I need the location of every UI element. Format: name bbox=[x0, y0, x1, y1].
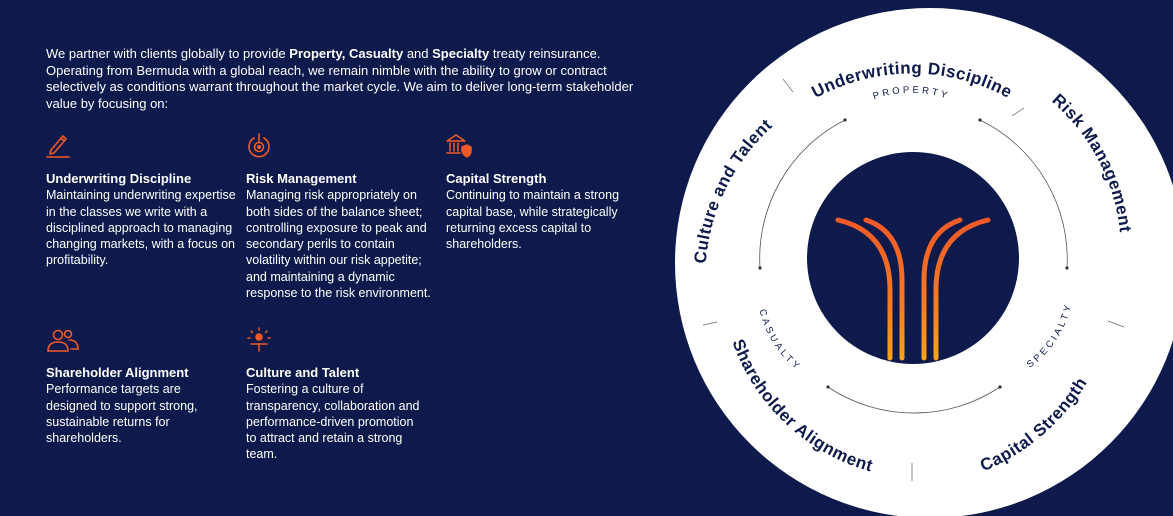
intro-part-2: and bbox=[403, 46, 433, 61]
pillar-title: Risk Management bbox=[246, 171, 357, 186]
people-icon bbox=[46, 327, 72, 353]
wheel-label-capital-strength: Capital Strength bbox=[977, 373, 1091, 476]
pillar-description: Continuing to maintain a strong capital base, while strategically returning excess capital to shareholders. bbox=[446, 188, 620, 252]
wheel-label-casualty: CASUALTY bbox=[756, 308, 804, 374]
arc-dot bbox=[1065, 266, 1068, 269]
pillar-title: Culture and Talent bbox=[246, 365, 360, 380]
pencil-icon bbox=[46, 133, 72, 159]
wheel-label-culture-and-talent: Culture and Talent bbox=[690, 115, 776, 265]
wheel-label-specialty: SPECIALTY bbox=[1024, 301, 1075, 371]
intro-bold-specialty: Specialty bbox=[432, 46, 490, 61]
intro-text bbox=[46, 46, 636, 112]
arc-dot bbox=[978, 118, 981, 121]
pillar-description: Maintaining underwriting expertise in the classes we write with a disciplined approach to managing changing markets, with a focus on profitability. bbox=[46, 188, 236, 268]
intro-part-1: We partner with clients globally to provide bbox=[46, 46, 290, 61]
target-icon bbox=[246, 133, 272, 159]
pillar-title: Underwriting Discipline bbox=[46, 171, 192, 186]
pillar-description: Fostering a culture of transparency, collaboration and performance-driven promotion to attract and retain a strong team. bbox=[246, 382, 420, 462]
intro-bold-property-casualty: Property, Casualty bbox=[289, 46, 404, 61]
strategy-wheel bbox=[660, 0, 1173, 516]
pillar-culture-and-talent bbox=[246, 327, 426, 463]
pillar-title: Capital Strength bbox=[446, 171, 547, 186]
intro-part-3: treaty reinsurance. Operating from Bermuda with a global reach, we remain nimble with the ability to grow or contract selectively as conditions warrant throughout the market cycle. We aim to deliver long-term stakeholder value by focusing on: bbox=[46, 46, 634, 111]
pillar-capital-strength bbox=[446, 133, 626, 252]
wheel-label-property: PROPERTY bbox=[871, 84, 952, 103]
wheel-label-risk-management: Risk Management bbox=[1048, 90, 1136, 234]
bank-shield-icon bbox=[446, 133, 472, 159]
wheel-label-shareholder-alignment: Shareholder Alignment bbox=[728, 336, 876, 476]
wheel-label-underwriting-discipline: Underwriting Discipline bbox=[808, 58, 1016, 102]
arc-dot bbox=[758, 266, 761, 269]
arc-dot bbox=[826, 385, 829, 388]
pillar-risk-management bbox=[246, 133, 431, 301]
pillar-underwriting-discipline bbox=[46, 133, 236, 269]
pillar-shareholder-alignment bbox=[46, 327, 226, 446]
pillar-description: Performance targets are designed to support strong, sustainable returns for shareholders. bbox=[46, 382, 198, 446]
arc-dot bbox=[998, 385, 1001, 388]
arc-dot bbox=[843, 118, 846, 121]
pillar-title: Shareholder Alignment bbox=[46, 365, 189, 380]
person-spark-icon bbox=[246, 327, 272, 353]
pillar-description: Managing risk appropriately on both sides of the balance sheet; controlling exposure to peak and secondary perils to contain volatility within our risk appetite; and maintaining a dynamic response to the risk environment. bbox=[246, 188, 431, 301]
